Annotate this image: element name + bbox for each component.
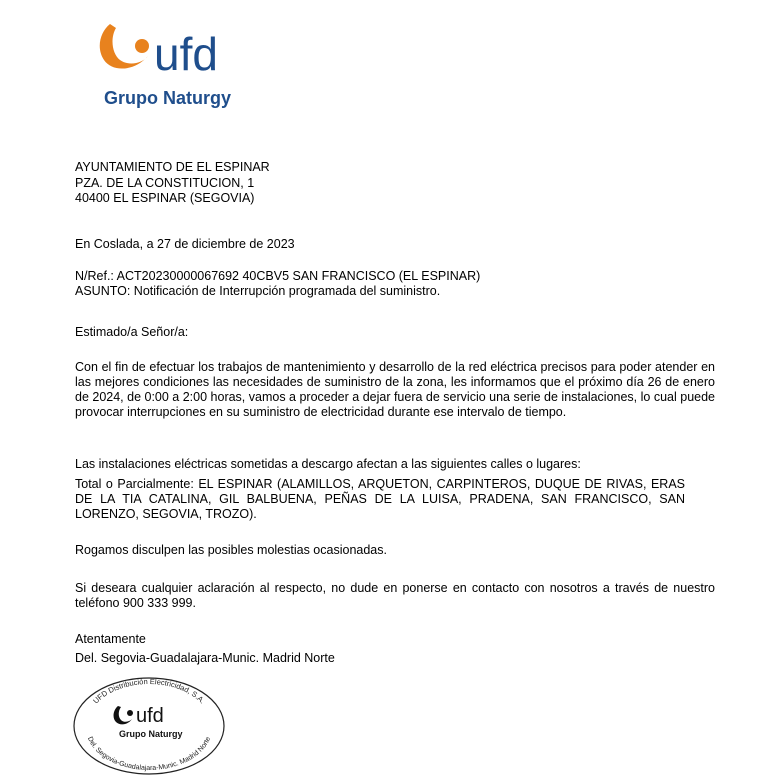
stamp-bottom-arc-text [86,736,212,772]
reference-number: N/Ref.: ACT20230000067692 40CBV5 SAN FRANCISCO (EL ESPINAR) [75,269,481,283]
logo-brand-text: ufd [154,28,218,80]
stamp-bottom-arc-path-text: Del. Segovia-Guadalajara-Munic. Madrid Norte [85,735,213,773]
body-paragraph-1: Con el fin de efectuar los trabajos de mantenimiento y desarrollo de la red eléctrica precisos para poder atender en las mejores condiciones las necesidades de suministro de la zona, les informamos que el próximo día 26 de enero de 2024, de 0:00 a 2:00 horas, vamos a proceder a dejar fuera de servicio una serie de instalaciones, lo cual puede provocar interrupciones en su suministro de electricidad durante ese intervalo de tiempo. [75,360,715,419]
ufd-logo-mark [96,20,246,110]
body-paragraph-2: Las instalaciones eléctricas sometidas a descargo afectan a las siguientes calles o lugares: [75,457,581,471]
recipient-line-3: 40400 EL ESPINAR (SEGOVIA) [75,191,255,205]
logo-subtitle-text: Grupo Naturgy [104,88,232,108]
subject-line: ASUNTO: Notificación de Interrupción programada del suministro. [75,284,441,298]
stamp-top-arc-text [91,677,207,705]
ufd-dot-icon [135,39,149,53]
date-line: En Coslada, a 27 de diciembre de 2023 [75,237,295,251]
closing-regards: Atentamente [75,632,146,646]
stamp-top-arc-path-text: UFD Distribución Electricidad, S.A. [91,676,208,706]
apology-paragraph: Rogamos disculpen las posibles molestias ocasionadas. [75,543,387,557]
salutation: Estimado/a Señor/a: [75,325,189,339]
contact-paragraph: Si deseara cualquier aclaración al respecto, no dude en ponerse en contacto con nosotros a través de nuestro teléfono 900 333 999. [75,581,715,610]
recipient-line-2: PZA. DE LA CONSTITUCION, 1 [75,176,255,190]
closing-department: Del. Segovia-Guadalajara-Munic. Madrid Norte [75,651,335,665]
stamp-dot-icon [127,710,133,716]
recipient-line-1: AYUNTAMIENTO DE EL ESPINAR [75,160,270,174]
affected-streets-paragraph: Total o Parcialmente: EL ESPINAR (ALAMILLOS, ARQUETON, CARPINTEROS, DUQUE DE RIVAS, ERAS DE LA TIA CATALINA, GIL BALBUENA, PEÑAS DE LA LUISA, PRADENA, SAN FRANCISCO, SAN LORENZO, SEGOVIA, TROZO). [75,477,685,521]
stamp-brand-text: ufd [136,705,164,727]
company-stamp [72,676,226,776]
ufd-logo [96,20,246,110]
stamp-subtitle-text: Grupo Naturgy [119,729,183,739]
